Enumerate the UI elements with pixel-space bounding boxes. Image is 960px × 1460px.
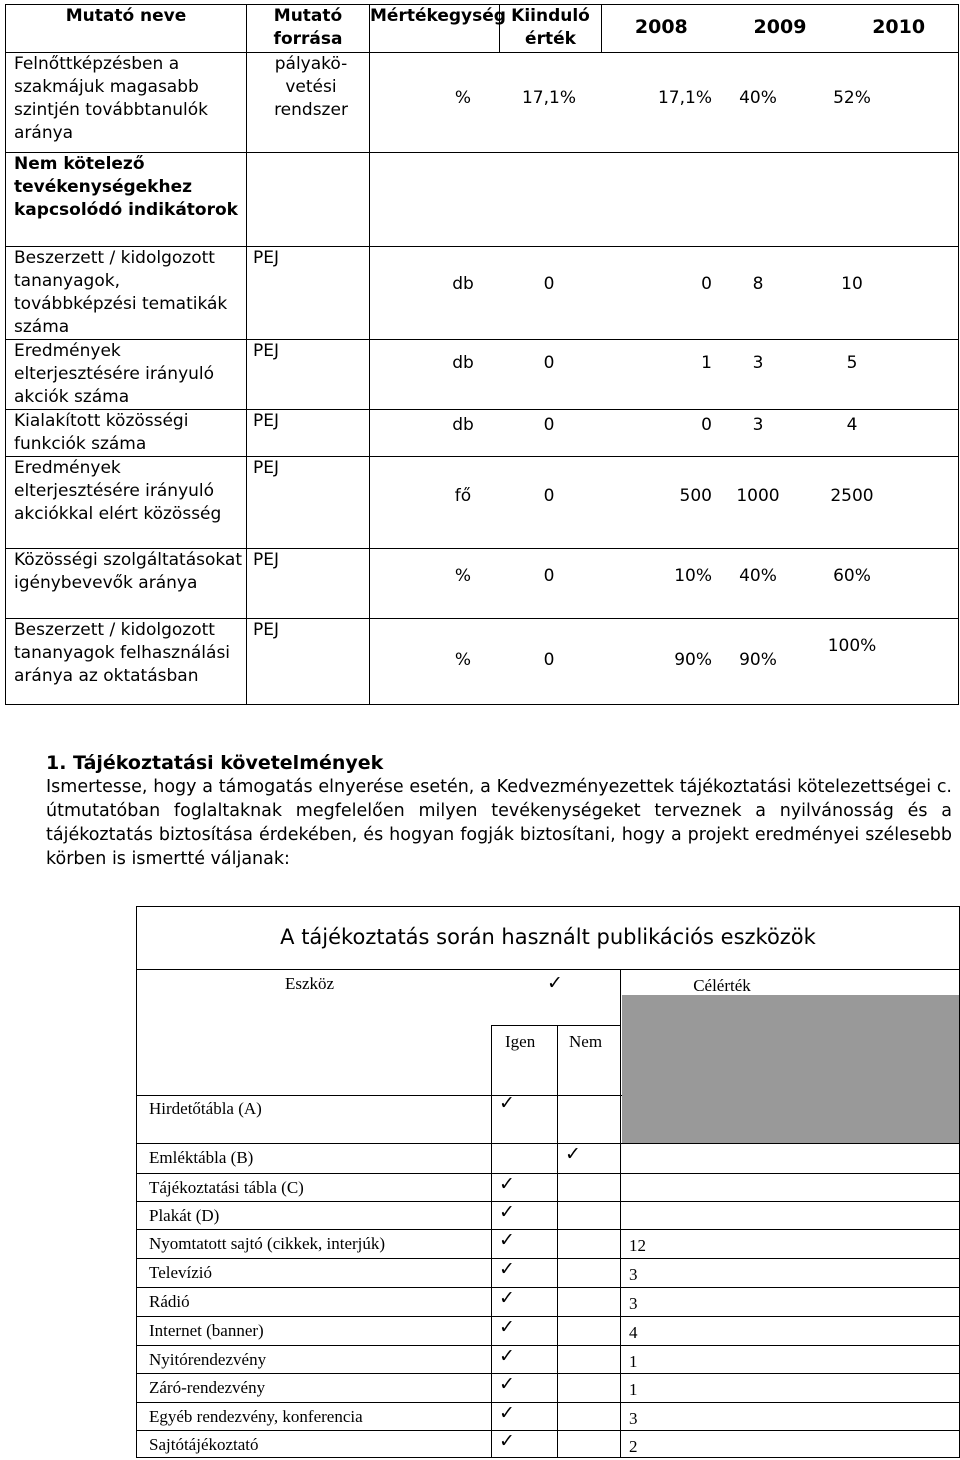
header-initial: Kiinduló érték bbox=[500, 5, 602, 53]
divider bbox=[620, 970, 621, 1095]
divider bbox=[137, 1430, 959, 1431]
indicator-row bbox=[6, 153, 959, 247]
publication-tool-name: Hirdetőtábla (A) bbox=[149, 1099, 262, 1118]
publication-table bbox=[136, 906, 960, 1458]
divider bbox=[557, 1229, 558, 1258]
check-yes-icon: ✓ bbox=[499, 1173, 515, 1195]
divider bbox=[557, 1316, 558, 1345]
publication-target: 1 bbox=[629, 1352, 638, 1371]
divider bbox=[491, 1402, 492, 1430]
divider bbox=[620, 1229, 621, 1258]
indicator-2009: 3 bbox=[752, 415, 764, 435]
info-requirements-section bbox=[46, 751, 952, 871]
header-check-icon: ✓ bbox=[547, 972, 563, 994]
header-tool: Eszköz bbox=[285, 974, 335, 993]
indicator-unit: % bbox=[454, 650, 472, 670]
indicator-2010: 60% bbox=[833, 566, 871, 586]
divider bbox=[557, 1143, 558, 1173]
publication-tool-name: Plakát (D) bbox=[149, 1206, 220, 1225]
divider bbox=[491, 1430, 492, 1458]
indicator-initial: 0 bbox=[543, 415, 555, 435]
indicator-source: PEJ bbox=[247, 340, 370, 410]
section-body: Ismertesse, hogy a támogatás elnyerése esetén, a Kedvezményezettek tájékoztatási kötelezettségei c. útmutatóban foglaltaknak megfelelően milyen tevékenységeket terveznek a nyilvánosság és a tájékoztatás biztosítása érdekében, és hogyan fogják biztosítani, hogy a projekt eredményei szélesebb körben is ismertté váljanak: bbox=[46, 777, 952, 869]
indicator-unit: % bbox=[454, 566, 472, 586]
check-yes-icon: ✓ bbox=[499, 1201, 515, 1223]
indicator-row bbox=[6, 619, 959, 705]
divider bbox=[491, 1173, 492, 1201]
divider bbox=[137, 1316, 959, 1317]
divider bbox=[620, 1402, 621, 1430]
divider bbox=[557, 1402, 558, 1430]
indicator-name: Nem kötelező tevékenységekhez kapcsolódó indikátorok bbox=[6, 153, 247, 247]
indicator-2008: 1 bbox=[701, 353, 712, 373]
indicator-2009: 40% bbox=[739, 88, 777, 108]
divider bbox=[137, 1201, 959, 1202]
indicator-2009: 40% bbox=[739, 566, 777, 586]
check-yes-icon: ✓ bbox=[499, 1258, 515, 1280]
indicator-2009: 90% bbox=[739, 650, 777, 670]
divider bbox=[620, 1201, 621, 1229]
indicator-initial: 0 bbox=[543, 650, 555, 670]
indicator-unit: % bbox=[454, 88, 472, 108]
publication-target: 1 bbox=[629, 1380, 638, 1399]
indicator-2010: 4 bbox=[846, 415, 858, 435]
indicator-2008: 17,1% bbox=[657, 88, 712, 108]
divider bbox=[620, 1316, 621, 1345]
header-year-2: 2009 bbox=[753, 16, 807, 38]
check-yes-icon: ✓ bbox=[499, 1229, 515, 1251]
publication-tool-name: Nyomtatott sajtó (cikkek, interjúk) bbox=[149, 1234, 386, 1253]
header-source: Mutató forrása bbox=[247, 5, 370, 53]
header-yes: Igen bbox=[505, 1032, 536, 1051]
divider bbox=[137, 1258, 959, 1259]
divider bbox=[137, 1287, 959, 1288]
publication-target: 3 bbox=[629, 1409, 638, 1428]
divider bbox=[557, 1095, 558, 1143]
divider bbox=[620, 1258, 621, 1287]
indicator-unit: db bbox=[452, 415, 474, 435]
indicator-initial: 0 bbox=[543, 274, 555, 294]
divider bbox=[137, 1345, 959, 1346]
divider bbox=[620, 1345, 621, 1373]
divider bbox=[491, 1229, 492, 1258]
publication-target: 12 bbox=[629, 1236, 646, 1255]
indicator-2009: 8 bbox=[752, 274, 764, 294]
divider bbox=[491, 1025, 492, 1095]
indicator-row bbox=[6, 247, 959, 340]
indicator-source: PEJ bbox=[247, 457, 370, 549]
divider bbox=[137, 1402, 959, 1403]
indicator-source: PEJ bbox=[247, 549, 370, 619]
divider bbox=[491, 1258, 492, 1287]
check-yes-icon: ✓ bbox=[499, 1373, 515, 1395]
indicator-name: Közösségi szolgáltatásokat igénybevevők aránya bbox=[6, 549, 247, 619]
divider bbox=[491, 1287, 492, 1316]
publication-tool-name: Tájékoztatási tábla (C) bbox=[149, 1178, 304, 1197]
check-yes-icon: ✓ bbox=[499, 1345, 515, 1367]
divider bbox=[557, 1258, 558, 1287]
indicator-table bbox=[5, 4, 959, 705]
header-years bbox=[602, 5, 959, 53]
indicator-header-row bbox=[6, 5, 959, 53]
indicator-2010: 10 bbox=[841, 274, 863, 294]
indicator-name: Beszerzett / kidolgozott tananyagok, továbbképzési tematikák száma bbox=[6, 247, 247, 340]
publication-target: 4 bbox=[629, 1323, 638, 1342]
divider bbox=[137, 1173, 959, 1174]
indicator-row bbox=[6, 340, 959, 410]
indicator-name: Beszerzett / kidolgozott tananyagok felhasználási aránya az oktatásban bbox=[6, 619, 247, 705]
divider bbox=[620, 1143, 621, 1173]
check-yes-icon: ✓ bbox=[499, 1287, 515, 1309]
check-yes-icon: ✓ bbox=[499, 1316, 515, 1338]
divider bbox=[491, 1345, 492, 1373]
indicator-2008: 500 bbox=[679, 486, 712, 506]
section-title: 1. Tájékoztatási követelmények bbox=[46, 752, 384, 774]
divider bbox=[557, 1201, 558, 1229]
indicator-2010: 100% bbox=[827, 636, 877, 656]
divider bbox=[491, 1201, 492, 1229]
indicator-unit: db bbox=[452, 274, 474, 294]
check-yes-icon: ✓ bbox=[499, 1402, 515, 1424]
divider bbox=[137, 1373, 959, 1374]
indicator-name: Eredmények elterjesztésére irányuló akciók száma bbox=[6, 340, 247, 410]
divider bbox=[557, 1373, 558, 1402]
indicator-source: pályakö-vetési rendszer bbox=[247, 53, 370, 153]
indicator-name: Kialakított közösségi funkciók száma bbox=[6, 410, 247, 457]
indicator-source bbox=[247, 153, 370, 247]
publication-tool-name: Záró-rendezvény bbox=[149, 1378, 266, 1397]
indicator-name: Eredmények elterjesztésére irányuló akciókkal elért közösség bbox=[6, 457, 247, 549]
indicator-2010: 52% bbox=[833, 88, 871, 108]
check-yes-icon: ✓ bbox=[499, 1092, 515, 1114]
indicator-source: PEJ bbox=[247, 410, 370, 457]
indicator-2010: 5 bbox=[846, 353, 858, 373]
indicator-unit: fő bbox=[454, 486, 472, 506]
shaded-target-cell bbox=[622, 995, 959, 1143]
indicator-initial: 0 bbox=[543, 353, 555, 373]
indicator-initial: 0 bbox=[543, 566, 555, 586]
indicator-2008: 10% bbox=[674, 566, 712, 586]
indicator-row bbox=[6, 457, 959, 549]
indicator-2009: 3 bbox=[752, 353, 764, 373]
divider bbox=[557, 1287, 558, 1316]
check-no-icon: ✓ bbox=[565, 1143, 581, 1165]
divider bbox=[557, 1173, 558, 1201]
indicator-row bbox=[6, 410, 959, 457]
check-yes-icon: ✓ bbox=[499, 1430, 515, 1452]
divider bbox=[557, 1025, 558, 1095]
header-name: Mutató neve bbox=[6, 5, 247, 53]
header-target: Célérték bbox=[693, 976, 751, 995]
divider bbox=[491, 1373, 492, 1402]
publication-tool-name: Egyéb rendezvény, konferencia bbox=[149, 1407, 363, 1426]
divider bbox=[491, 1095, 492, 1143]
publication-target: 2 bbox=[629, 1437, 638, 1456]
publication-tool-name: Internet (banner) bbox=[149, 1321, 264, 1340]
divider bbox=[557, 1345, 558, 1373]
indicator-2008: 0 bbox=[701, 274, 712, 294]
indicator-row bbox=[6, 549, 959, 619]
divider bbox=[557, 1430, 558, 1458]
divider bbox=[137, 1229, 959, 1230]
publication-tool-name: Rádió bbox=[149, 1292, 190, 1311]
indicator-2009: 1000 bbox=[736, 486, 780, 506]
indicator-unit: db bbox=[452, 353, 474, 373]
publication-table-caption: A tájékoztatás során használt publikációs eszközök bbox=[137, 907, 959, 970]
divider bbox=[620, 1095, 621, 1143]
indicator-row bbox=[6, 53, 959, 153]
divider bbox=[137, 1143, 959, 1144]
header-year-1: 2008 bbox=[634, 16, 688, 38]
publication-target: 3 bbox=[629, 1294, 638, 1313]
indicator-table-body bbox=[6, 53, 959, 705]
divider bbox=[620, 1173, 621, 1201]
publication-tool-name: Televízió bbox=[149, 1263, 213, 1282]
publication-tool-name: Nyitórendezvény bbox=[149, 1350, 267, 1369]
indicator-source: PEJ bbox=[247, 619, 370, 705]
divider bbox=[491, 1143, 492, 1173]
publication-target: 3 bbox=[629, 1265, 638, 1284]
divider bbox=[620, 1287, 621, 1316]
divider bbox=[491, 1025, 621, 1026]
indicator-2008: 0 bbox=[701, 415, 712, 435]
divider bbox=[491, 1316, 492, 1345]
indicator-source: PEJ bbox=[247, 247, 370, 340]
divider bbox=[620, 1373, 621, 1402]
indicator-name: Felnőttképzésben a szakmájuk magasabb szintjén továbbtanulók aránya bbox=[6, 53, 247, 153]
indicator-2008: 90% bbox=[674, 650, 712, 670]
publication-tool-name: Sajtótájékoztató bbox=[149, 1435, 259, 1454]
indicator-2010: 2500 bbox=[830, 486, 874, 506]
header-unit: Mértékegység bbox=[370, 5, 500, 53]
indicator-initial: 0 bbox=[543, 486, 555, 506]
divider bbox=[620, 1430, 621, 1458]
header-no: Nem bbox=[569, 1032, 603, 1051]
indicator-initial: 17,1% bbox=[521, 88, 576, 108]
publication-tool-name: Emléktábla (B) bbox=[149, 1148, 254, 1167]
header-year-3: 2010 bbox=[872, 16, 926, 38]
